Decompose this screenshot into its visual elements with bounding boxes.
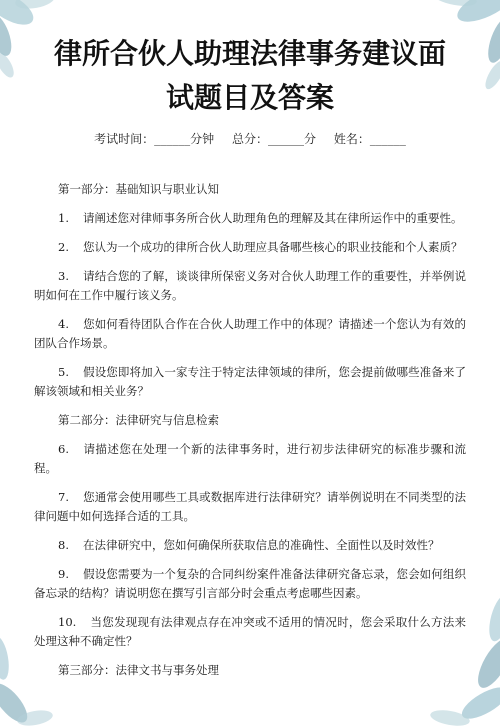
- question-number: 7.: [58, 490, 69, 504]
- question-item: [34, 209, 466, 228]
- question-text: 在法律研究中，您如何确保所获取信息的准确性、全面性以及时效性？: [82, 538, 440, 552]
- question-number: 3.: [58, 269, 69, 283]
- question-text: 假设您即将加入一家专注于特定法律领域的律所，您会提前做哪些准备来了解该领域和相关业务？: [34, 365, 466, 398]
- title-line-2: 试题目及答案: [165, 81, 334, 114]
- question-content: [34, 180, 466, 690]
- section-heading: 第二部分：法律研究与信息检索: [58, 413, 219, 427]
- section-heading: 第三部分：法律文书与事务处理: [58, 663, 219, 677]
- question-number: 4.: [58, 317, 69, 331]
- question-number: 2.: [58, 240, 69, 254]
- question-item: [34, 440, 466, 478]
- question-item: [34, 363, 466, 401]
- question-item: [34, 536, 466, 555]
- question-text: 您通常会使用哪些工具或数据库进行法律研究？请举例说明在不同类型的法律问题中如何选择合适的工具。: [34, 490, 466, 523]
- question-number: 6.: [58, 442, 69, 456]
- question-item: [34, 238, 466, 257]
- exam-meta: [30, 130, 470, 147]
- question-item: [34, 613, 466, 651]
- title-line-1: 律所合伙人助理法律事务建议面: [53, 37, 446, 70]
- page-title: [30, 32, 470, 120]
- question-text: 请描述您在处理一个新的法律事务时，进行初步法律研究的标准步骤和流程。: [34, 442, 466, 475]
- question-text: 假设您需要为一个复杂的合同纠纷案件准备法律研究备忘录，您会如何组织备忘录的结构？请说明您在撰写引言部分时会重点考虑哪些因素。: [34, 567, 466, 600]
- question-item: [34, 267, 466, 305]
- total-score: 总分：______分: [231, 132, 316, 146]
- question-number: 5.: [58, 365, 69, 379]
- question-number: 8.: [58, 538, 69, 552]
- question-number: 9.: [58, 567, 69, 581]
- question-text: 当您发现现有法律观点存在冲突或不适用的情况时，您会采取什么方法来处理这种不确定性？: [34, 615, 466, 648]
- question-number: 10.: [58, 615, 77, 629]
- question-text: 请阐述您对律师事务所合伙人助理角色的理解及其在律所运作中的重要性。: [82, 211, 463, 225]
- question-text: 您如何看待团队合作在合伙人助理工作中的体现？请描述一个您认为有效的团队合作场景。: [34, 317, 466, 350]
- student-name: 姓名：______: [333, 132, 406, 146]
- exam-time: 考试时间：______分钟: [94, 132, 215, 146]
- question-text: 请结合您的了解，谈谈律所保密义务对合伙人助理工作的重要性，并举例说明如何在工作中履行该义务。: [34, 269, 466, 302]
- question-text: 您认为一个成功的律所合伙人助理应具备哪些核心的职业技能和个人素质？: [82, 240, 463, 254]
- section-heading: 第一部分：基础知识与职业认知: [58, 182, 219, 196]
- question-item: [34, 565, 466, 603]
- question-item: [34, 488, 466, 526]
- question-item: [34, 315, 466, 353]
- question-number: 1.: [58, 211, 69, 225]
